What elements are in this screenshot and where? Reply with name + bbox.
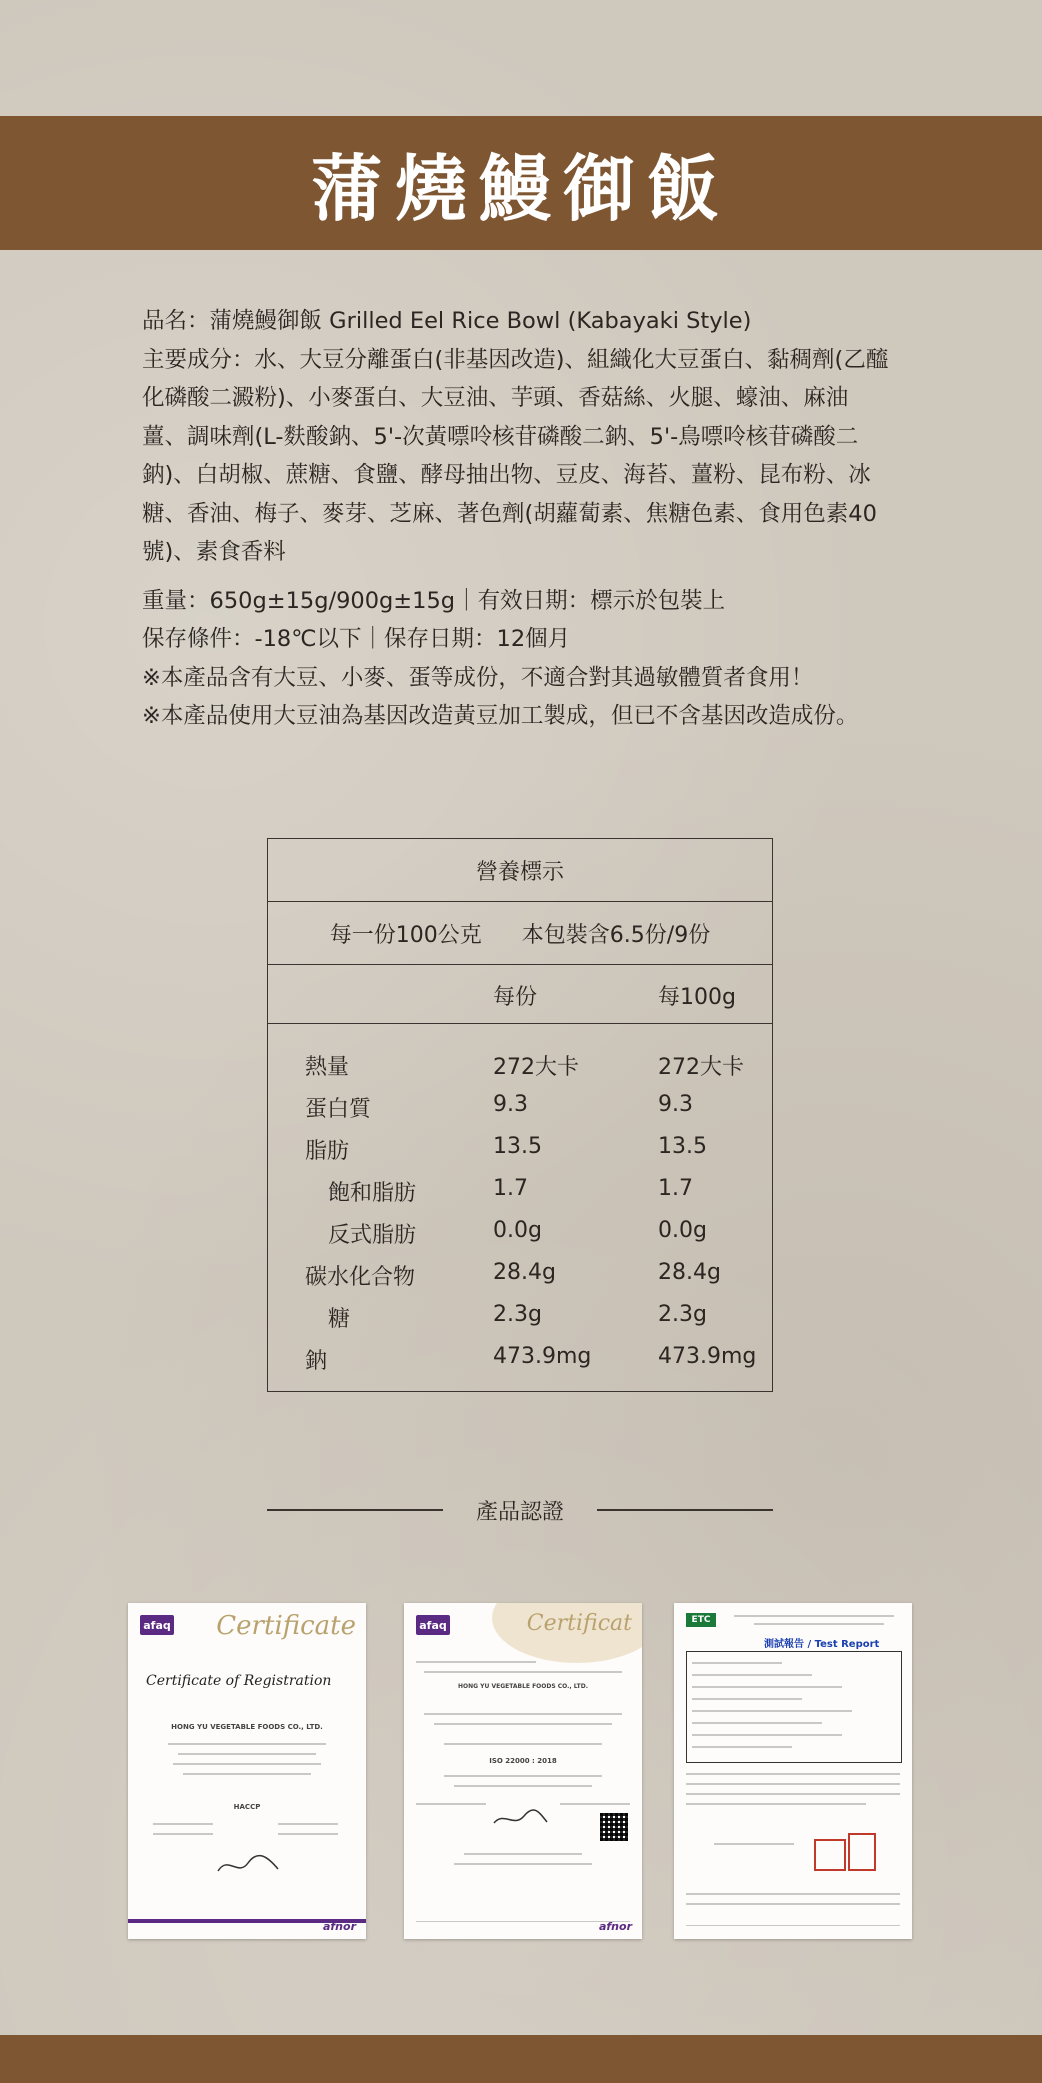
text-line xyxy=(153,1823,213,1825)
col-per-serving: 每份 xyxy=(493,985,538,1010)
product-info xyxy=(142,302,912,736)
cert-heading xyxy=(267,1490,773,1530)
value-per-serving: 0.0g xyxy=(493,1218,542,1243)
col-per-100g: 每100g xyxy=(658,985,736,1010)
divider-left xyxy=(267,1509,443,1511)
value-per-100g: 28.4g xyxy=(658,1260,721,1285)
nutrient-name: 反式脂肪 xyxy=(328,1223,417,1248)
etc-logo: ETC xyxy=(686,1613,716,1627)
ingredients-line-5: 糖、香油、梅子、麥芽、芝麻、著色劑(胡蘿蔔素、焦糖色素、食用色素40 xyxy=(142,500,877,527)
red-stamp-icon xyxy=(814,1839,846,1871)
nutrient-name: 鈉 xyxy=(305,1349,328,1374)
text-line xyxy=(686,1925,900,1926)
report-table xyxy=(686,1651,902,1763)
nutrition-row xyxy=(268,1338,772,1380)
text-line xyxy=(178,1753,316,1755)
certificate-iso22000[interactable] xyxy=(404,1603,642,1939)
text-line xyxy=(278,1833,338,1835)
ingredients-line-2: 化磷酸二澱粉)、小麥蛋白、大豆油、芋頭、香菇絲、火腿、蠔油、麻油 xyxy=(142,385,849,411)
ingredients-line-3: 薑、調味劑(L-麩酸鈉、5'-次黃嘌呤核苷磷酸二鈉、5'-鳥嘌呤核苷磷酸二 xyxy=(142,423,859,450)
gmo-note: ※本產品使用大豆油為基因改造黃豆加工製成，但已不含基因改造成份。 xyxy=(142,703,859,729)
text-line xyxy=(434,1723,612,1725)
afnor-logo: afnor xyxy=(598,1920,632,1933)
test-report-title: 測試報告 / Test Report xyxy=(764,1639,880,1650)
nutrition-row xyxy=(268,1128,772,1170)
storage-conditions: 保存條件：-18℃以下｜保存日期：12個月 xyxy=(142,626,571,652)
text-line xyxy=(424,1671,622,1673)
nutrition-row xyxy=(268,1044,772,1086)
text-line xyxy=(560,1803,630,1805)
nutrient-name: 脂肪 xyxy=(305,1139,350,1164)
value-per-100g: 473.9mg xyxy=(658,1344,757,1369)
value-per-100g: 9.3 xyxy=(658,1092,693,1117)
nutrient-name: 飽和脂肪 xyxy=(328,1181,417,1206)
nutrition-row xyxy=(268,1254,772,1296)
text-line xyxy=(686,1903,900,1905)
text-line xyxy=(686,1803,866,1805)
value-per-serving: 1.7 xyxy=(493,1176,528,1201)
text-line xyxy=(734,1615,894,1617)
text-line xyxy=(153,1833,213,1835)
qr-code-icon xyxy=(600,1813,628,1841)
text-line xyxy=(444,1743,602,1745)
text-line xyxy=(714,1843,794,1845)
product-name: 品名：蒲燒鰻御飯 Grilled Eel Rice Bowl (Kabayaki Style) xyxy=(142,308,752,334)
nutrient-name: 蛋白質 xyxy=(305,1097,372,1122)
nutrition-row xyxy=(268,1296,772,1338)
value-per-serving: 473.9mg xyxy=(493,1344,592,1369)
text-line xyxy=(686,1793,900,1795)
text-line xyxy=(686,1773,900,1775)
cert-heading-label: 產品認證 xyxy=(475,1499,564,1525)
title-banner xyxy=(0,116,1042,250)
nutrition-row xyxy=(268,1086,772,1128)
text-line xyxy=(416,1803,486,1805)
company-name: HONG YU VEGETABLE FOODS CO., LTD. xyxy=(458,1683,588,1690)
column-header-row xyxy=(268,965,772,1024)
nutrition-table xyxy=(267,838,773,1392)
nutrient-name: 碳水化合物 xyxy=(305,1265,416,1290)
text-line xyxy=(686,1893,900,1895)
value-per-100g: 0.0g xyxy=(658,1218,707,1243)
nutrition-row xyxy=(268,1212,772,1254)
standard-name: ISO 22000 : 2018 xyxy=(489,1757,557,1765)
text-line xyxy=(416,1921,630,1922)
ingredients-line-1: 主要成分：水、大豆分離蛋白(非基因改造)、組織化大豆蛋白、黏稠劑(乙醯 xyxy=(142,346,889,373)
value-per-serving: 9.3 xyxy=(493,1092,528,1117)
test-report[interactable] xyxy=(674,1603,912,1939)
nutrition-rows xyxy=(268,1024,772,1380)
certificat-word: Certificat xyxy=(526,1611,632,1636)
text-line xyxy=(754,1623,884,1625)
divider-right xyxy=(597,1509,773,1511)
value-per-100g: 2.3g xyxy=(658,1302,707,1327)
text-line xyxy=(444,1775,602,1777)
value-per-100g: 1.7 xyxy=(658,1176,693,1201)
value-per-serving: 28.4g xyxy=(493,1260,556,1285)
text-line xyxy=(454,1863,592,1865)
nutrition-heading: 營養標示 xyxy=(475,859,564,885)
footer-band xyxy=(0,2035,1042,2083)
allergen-note: ※本產品含有大豆、小麥、蛋等成份，不適合對其過敏體質者食用！ xyxy=(142,664,814,691)
text-line xyxy=(278,1823,338,1825)
text-line xyxy=(416,1661,536,1663)
certificate-haccp[interactable] xyxy=(128,1603,366,1939)
value-per-100g: 272大卡 xyxy=(658,1055,744,1080)
text-line xyxy=(686,1783,900,1785)
nutrition-heading-row xyxy=(268,839,772,902)
value-per-serving: 272大卡 xyxy=(493,1055,579,1080)
weight-expiry: 重量：650g±15g/900g±15g｜有效日期：標示於包裝上 xyxy=(142,587,726,614)
text-line xyxy=(173,1763,321,1765)
nutrient-name: 熱量 xyxy=(305,1055,350,1080)
red-seal-icon xyxy=(848,1833,876,1871)
nutrition-row xyxy=(268,1170,772,1212)
standard-name: HACCP xyxy=(233,1803,261,1811)
value-per-serving: 13.5 xyxy=(493,1134,542,1159)
value-per-serving: 2.3g xyxy=(493,1302,542,1327)
page-title: 蒲燒鰻御飯 xyxy=(310,146,731,231)
servings-per-pack: 本包裝含6.5份/9份 xyxy=(521,922,711,948)
signature-icon xyxy=(489,1808,549,1830)
value-per-100g: 13.5 xyxy=(658,1134,707,1159)
text-line xyxy=(464,1853,582,1855)
nutrient-name: 糖 xyxy=(328,1307,351,1332)
signature-icon xyxy=(213,1853,283,1879)
certificate-word: Certificate xyxy=(216,1611,356,1641)
afaq-logo: afaq xyxy=(416,1615,450,1635)
afnor-logo: afnor xyxy=(322,1920,356,1933)
company-name: HONG YU VEGETABLE FOODS CO., LTD. xyxy=(171,1723,323,1731)
registration-title: Certificate of Registration xyxy=(146,1673,332,1689)
serving-row xyxy=(268,902,772,965)
afaq-logo: afaq xyxy=(140,1615,174,1635)
text-line xyxy=(454,1785,592,1787)
text-line xyxy=(168,1743,326,1745)
text-line xyxy=(183,1773,311,1775)
ingredients-line-4: 鈉)、白胡椒、蔗糖、食鹽、酵母抽出物、豆皮、海苔、薑粉、昆布粉、冰 xyxy=(142,462,871,488)
text-line xyxy=(424,1713,622,1715)
ingredients-line-6: 號)、素食香料 xyxy=(142,539,286,565)
serving-size: 每一份100公克 xyxy=(329,922,482,948)
